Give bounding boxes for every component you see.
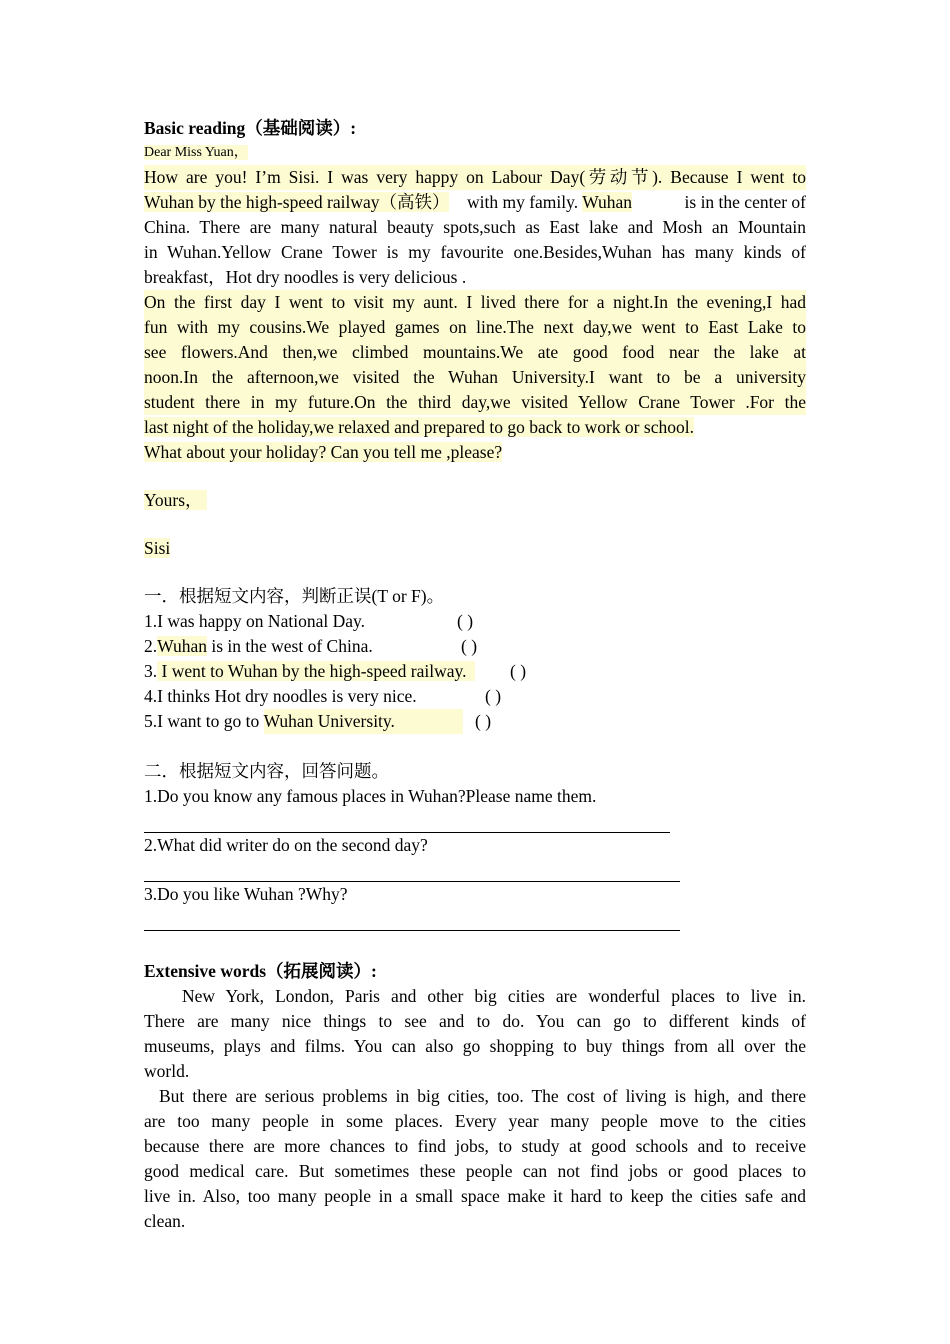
letter-line: China. There are many natural beauty spots,such as East lake and Mosh an Mountain: [144, 217, 806, 237]
tf-item: 5.I want to go to Wuhan University. ( ): [144, 709, 806, 734]
letter-line: in Wuhan.Yellow Crane Tower is my favourite one.Besides,Wuhan has many kinds of: [144, 242, 806, 262]
extensive-line: good medical care. But sometimes these people can not find jobs or good places to: [144, 1161, 806, 1181]
question-answer-title: 二．根据短文内容，回答问题。: [144, 761, 389, 781]
basic-reading-heading: Basic reading（基础阅读）:: [144, 118, 357, 138]
extensive-line: are too many people in some places. Every year many people move to the cities: [144, 1111, 806, 1131]
tf-item: 3. I went to Wuhan by the high-speed railway. ( ): [144, 661, 527, 681]
letter-line: last night of the holiday,we relaxed and prepared to go back to work or school.: [144, 417, 694, 437]
tf-item: 4.I thinks Hot dry noodles is very nice. ( ): [144, 686, 502, 706]
extensive-line: because there are more chances to find jobs, to study at good schools and to receive: [144, 1136, 806, 1156]
document-page: [144, 116, 806, 1234]
salutation: Dear Miss Yuan，: [144, 145, 248, 160]
letter-paragraph-1: [144, 165, 806, 290]
question: 3.Do you like Wuhan ?Why?: [144, 884, 348, 904]
extensive-line: world.: [144, 1061, 190, 1081]
question: 1.Do you know any famous places in Wuhan?Please name them.: [144, 786, 597, 806]
extensive-line: There are many nice things to see and to do. You can go to different kinds of: [144, 1011, 806, 1031]
true-false-list: [144, 609, 806, 734]
answer-line[interactable]: [144, 907, 680, 931]
tf-item: 1.I was happy on National Day. ( ): [144, 611, 474, 631]
true-false-title: 一．根据短文内容，判断正误(T or F)。: [144, 586, 445, 606]
tf-item: 2.Wuhan is in the west of China. ( ): [144, 636, 478, 656]
letter-line: breakfast，Hot dry noodles is very delicious .: [144, 267, 467, 287]
question-list: [144, 784, 806, 931]
extensive-paragraph-1: [144, 984, 806, 1084]
letter-paragraph-2: [144, 290, 806, 465]
extensive-reading-heading: Extensive words（拓展阅读）:: [144, 961, 377, 981]
extensive-line: But there are serious problems in big cities, too. The cost of living is high, and there: [159, 1086, 806, 1106]
letter-line: student there in my future.On the third day,we visited Yellow Crane Tower .For the: [144, 390, 806, 415]
extensive-line: museums, plays and films. You can also go shopping to buy things from all over the: [144, 1036, 806, 1056]
letter-line: fun with my cousins.We played games on line.The next day,we went to East Lake to: [144, 315, 806, 340]
letter-line: Wuhan by the high-speed railway（高铁） with my family. Wuhan is in the center of: [144, 192, 806, 212]
question: 2.What did writer do on the second day?: [144, 835, 428, 855]
letter-closing: Yours，: [144, 488, 806, 513]
letter-line: On the first day I went to visit my aunt. I lived there for a night.In the evening,I had: [144, 290, 806, 315]
closing-question: What about your holiday? Can you tell me ,please?: [144, 442, 503, 462]
letter-line: noon.In the afternoon,we visited the Wuhan University.I want to be a university: [144, 365, 806, 390]
answer-line[interactable]: [144, 809, 670, 833]
extensive-line: live in. Also, too many people in a small space make it hard to keep the cities safe and: [144, 1186, 806, 1206]
extensive-line: New York, London, Paris and other big cities are wonderful places to live in.: [182, 986, 806, 1006]
answer-line[interactable]: [144, 858, 680, 882]
letter-signature: Sisi: [144, 538, 171, 558]
letter-line: see flowers.And then,we climbed mountains.We ate good food near the lake at: [144, 340, 806, 365]
extensive-paragraph-2: [144, 1084, 806, 1234]
letter-line: How are you! I’m Sisi. I was very happy on Labour Day(劳动节). Because I went to: [144, 165, 806, 190]
extensive-line: clean.: [144, 1211, 186, 1231]
